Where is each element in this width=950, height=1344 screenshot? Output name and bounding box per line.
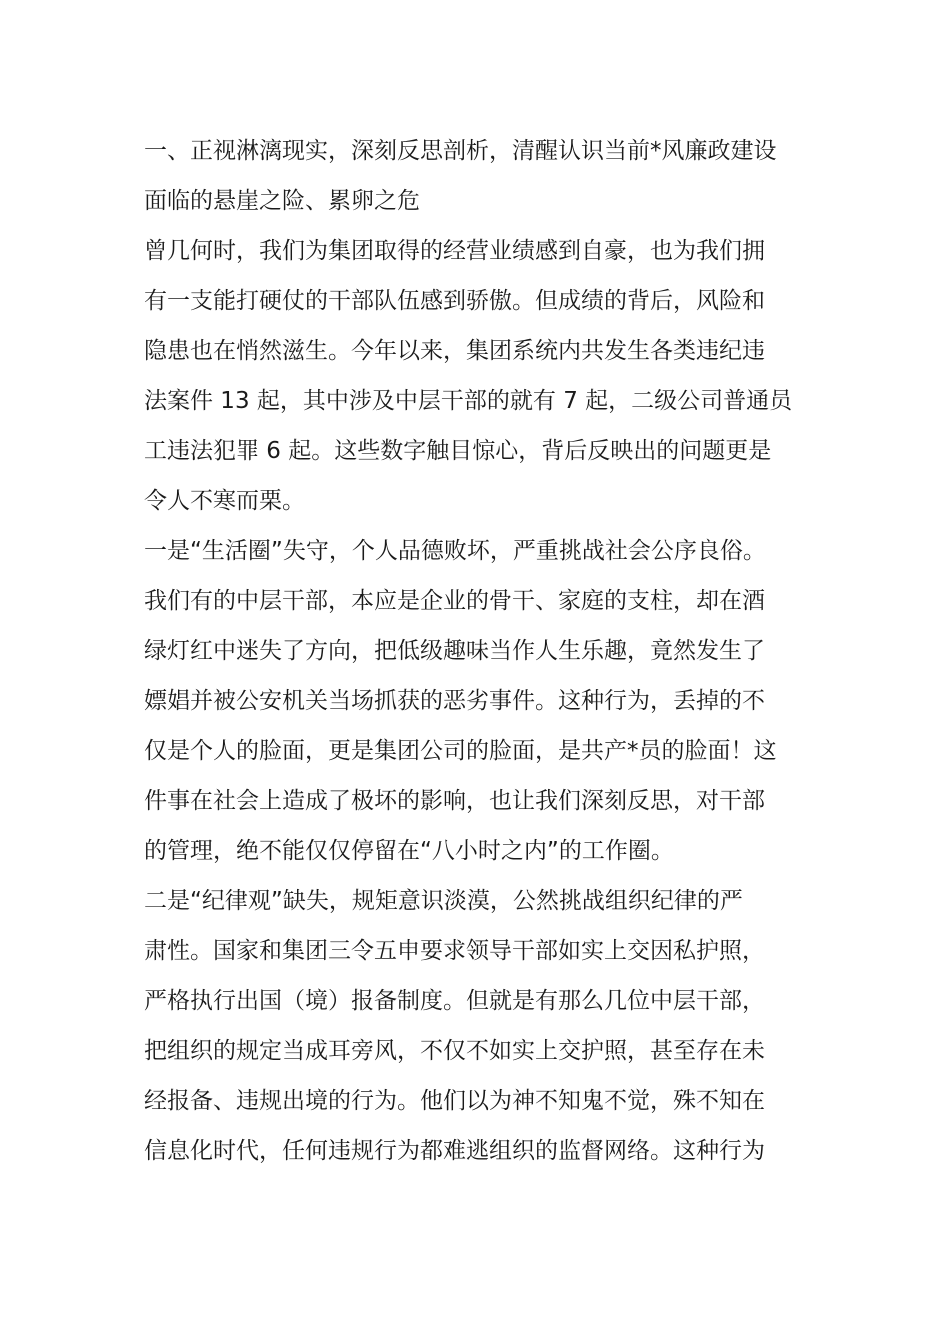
paragraph-line: 信息化时代，任何违规行为都难逃组织的监督网络。这种行为: [144, 1138, 765, 1164]
paragraph-line: 我们有的中层干部，本应是企业的骨干、家庭的支柱，却在酒: [144, 588, 765, 614]
paragraph-line: 法案件 13 起，其中涉及中层干部的就有 7 起，二级公司普通员: [144, 388, 793, 414]
paragraph-line: 工违法犯罪 6 起。这些数字触目惊心，背后反映出的问题更是: [144, 438, 772, 464]
document-body: [144, 126, 812, 1176]
paragraph-line: 仅是个人的脸面，更是集团公司的脸面，是共产*员的脸面！这: [144, 738, 777, 764]
paragraph-line: 一是“生活圈”失守，个人品德败坏，严重挑战社会公序良俗。: [144, 538, 766, 564]
heading-line-2: 面临的悬崖之险、累卵之危: [144, 188, 420, 214]
paragraph-line: 把组织的规定当成耳旁风，不仅不如实上交护照，甚至存在未: [144, 1038, 765, 1064]
paragraph-line: 经报备、违规出境的行为。他们以为神不知鬼不觉，殊不知在: [144, 1088, 765, 1114]
paragraph-line: 嫖娼并被公安机关当场抓获的恶劣事件。这种行为，丢掉的不: [144, 688, 765, 714]
paragraph-line: 隐患也在悄然滋生。今年以来，集团系统内共发生各类违纪违: [144, 338, 765, 364]
paragraph-line: 曾几何时，我们为集团取得的经营业绩感到自豪，也为我们拥: [144, 238, 765, 264]
paragraph-line: 二是“纪律观”缺失，规矩意识淡漠，公然挑战组织纪律的严: [144, 888, 743, 914]
paragraph-line: 件事在社会上造成了极坏的影响，也让我们深刻反思，对干部: [144, 788, 765, 814]
paragraph-line: 严格执行出国（境）报备制度。但就是有那么几位中层干部，: [144, 988, 765, 1014]
paragraph-line: 令人不寒而栗。: [144, 488, 305, 514]
paragraph-line: 绿灯红中迷失了方向，把低级趣味当作人生乐趣，竟然发生了: [144, 638, 765, 664]
paragraph-line: 的管理，绝不能仅仅停留在“八小时之内”的工作圈。: [144, 838, 674, 864]
heading-line-1: 一、正视淋漓现实，深刻反思剖析，清醒认识当前*风廉政建设: [144, 138, 777, 164]
paragraph-line: 有一支能打硬仗的干部队伍感到骄傲。但成绩的背后，风险和: [144, 288, 765, 314]
paragraph-line: 肃性。国家和集团三令五申要求领导干部如实上交因私护照，: [144, 938, 765, 964]
